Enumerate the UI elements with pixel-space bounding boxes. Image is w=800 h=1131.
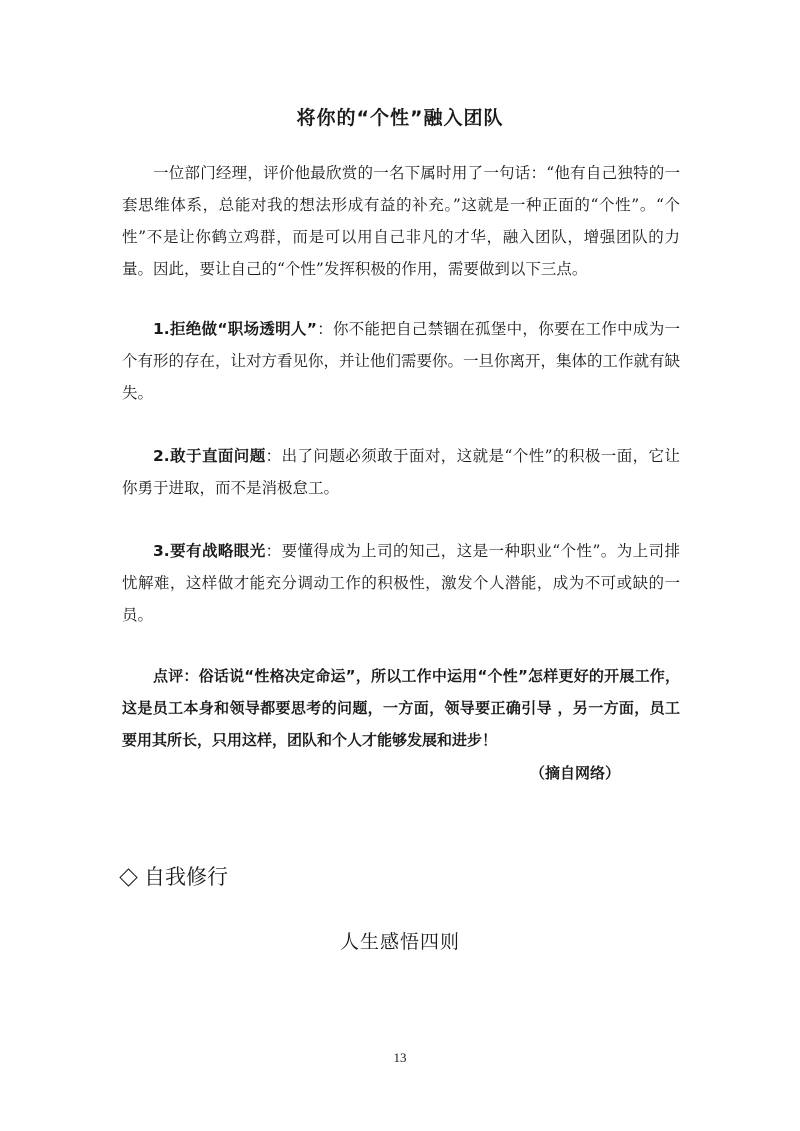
section-heading-text: 自我修行 xyxy=(144,865,228,889)
point-1-text: ：你不能把自己禁锢在孤堡中，你要在工作中成为一个有形的存在，让对方看见你，并让他们需要你。一旦你离开，集体的工作就有缺失。 xyxy=(122,320,681,402)
diamond-icon xyxy=(119,868,137,886)
point-3-text: ：要懂得成为上司的知己，这是一种职业“个性”。为上司排忧解难，这样做才能充分调动工作的积极性，激发个人潜能，成为不可或缺的一员。 xyxy=(122,542,680,624)
comment-paragraph: 点评：俗话说“性格决定命运”，所以工作中运用“个性”怎样更好的开展工作，这是员工本身和领导都要思考的问题，一方面，领导要正确引导 ，另一方面，员工要用其所长，只用这样，团队和个人才能够发展和进步！ xyxy=(122,667,680,749)
intro-paragraph: 一位部门经理，评价他最欣赏的一名下属时用了一句话：“他有自己独特的一套思维体系，总能对我的想法形成有益的补充。”这就是一种正面的“个性”。“个性”不是让你鹤立鸡群，而是可以用自己非凡的才华，融入团队，增强团队的力量。因此，要让自己的“个性”发挥积极的作用，需要做到以下三点。 xyxy=(122,164,680,278)
point-2-text: ：出了问题必须敢于面对，这就是“个性”的积极一面，它让你勇于进取，而不是消极怠工。 xyxy=(122,447,680,497)
article-title: 将你的“个性”融入团队 xyxy=(296,107,504,129)
section-subtitle: 人生感悟四则 xyxy=(339,931,460,953)
section-heading xyxy=(118,860,228,894)
point-2-heading: 2.敢于直面问题 xyxy=(153,447,266,465)
point-1-paragraph xyxy=(122,313,680,409)
page-number: 13 xyxy=(393,1050,407,1065)
point-3-heading: 3.要有战略眼光 xyxy=(153,542,266,560)
source-note: （摘自网络） xyxy=(529,764,620,782)
point-3-paragraph xyxy=(122,535,680,631)
point-2-paragraph xyxy=(122,440,680,504)
point-1-heading: 1.拒绝做“职场透明人” xyxy=(153,320,317,338)
